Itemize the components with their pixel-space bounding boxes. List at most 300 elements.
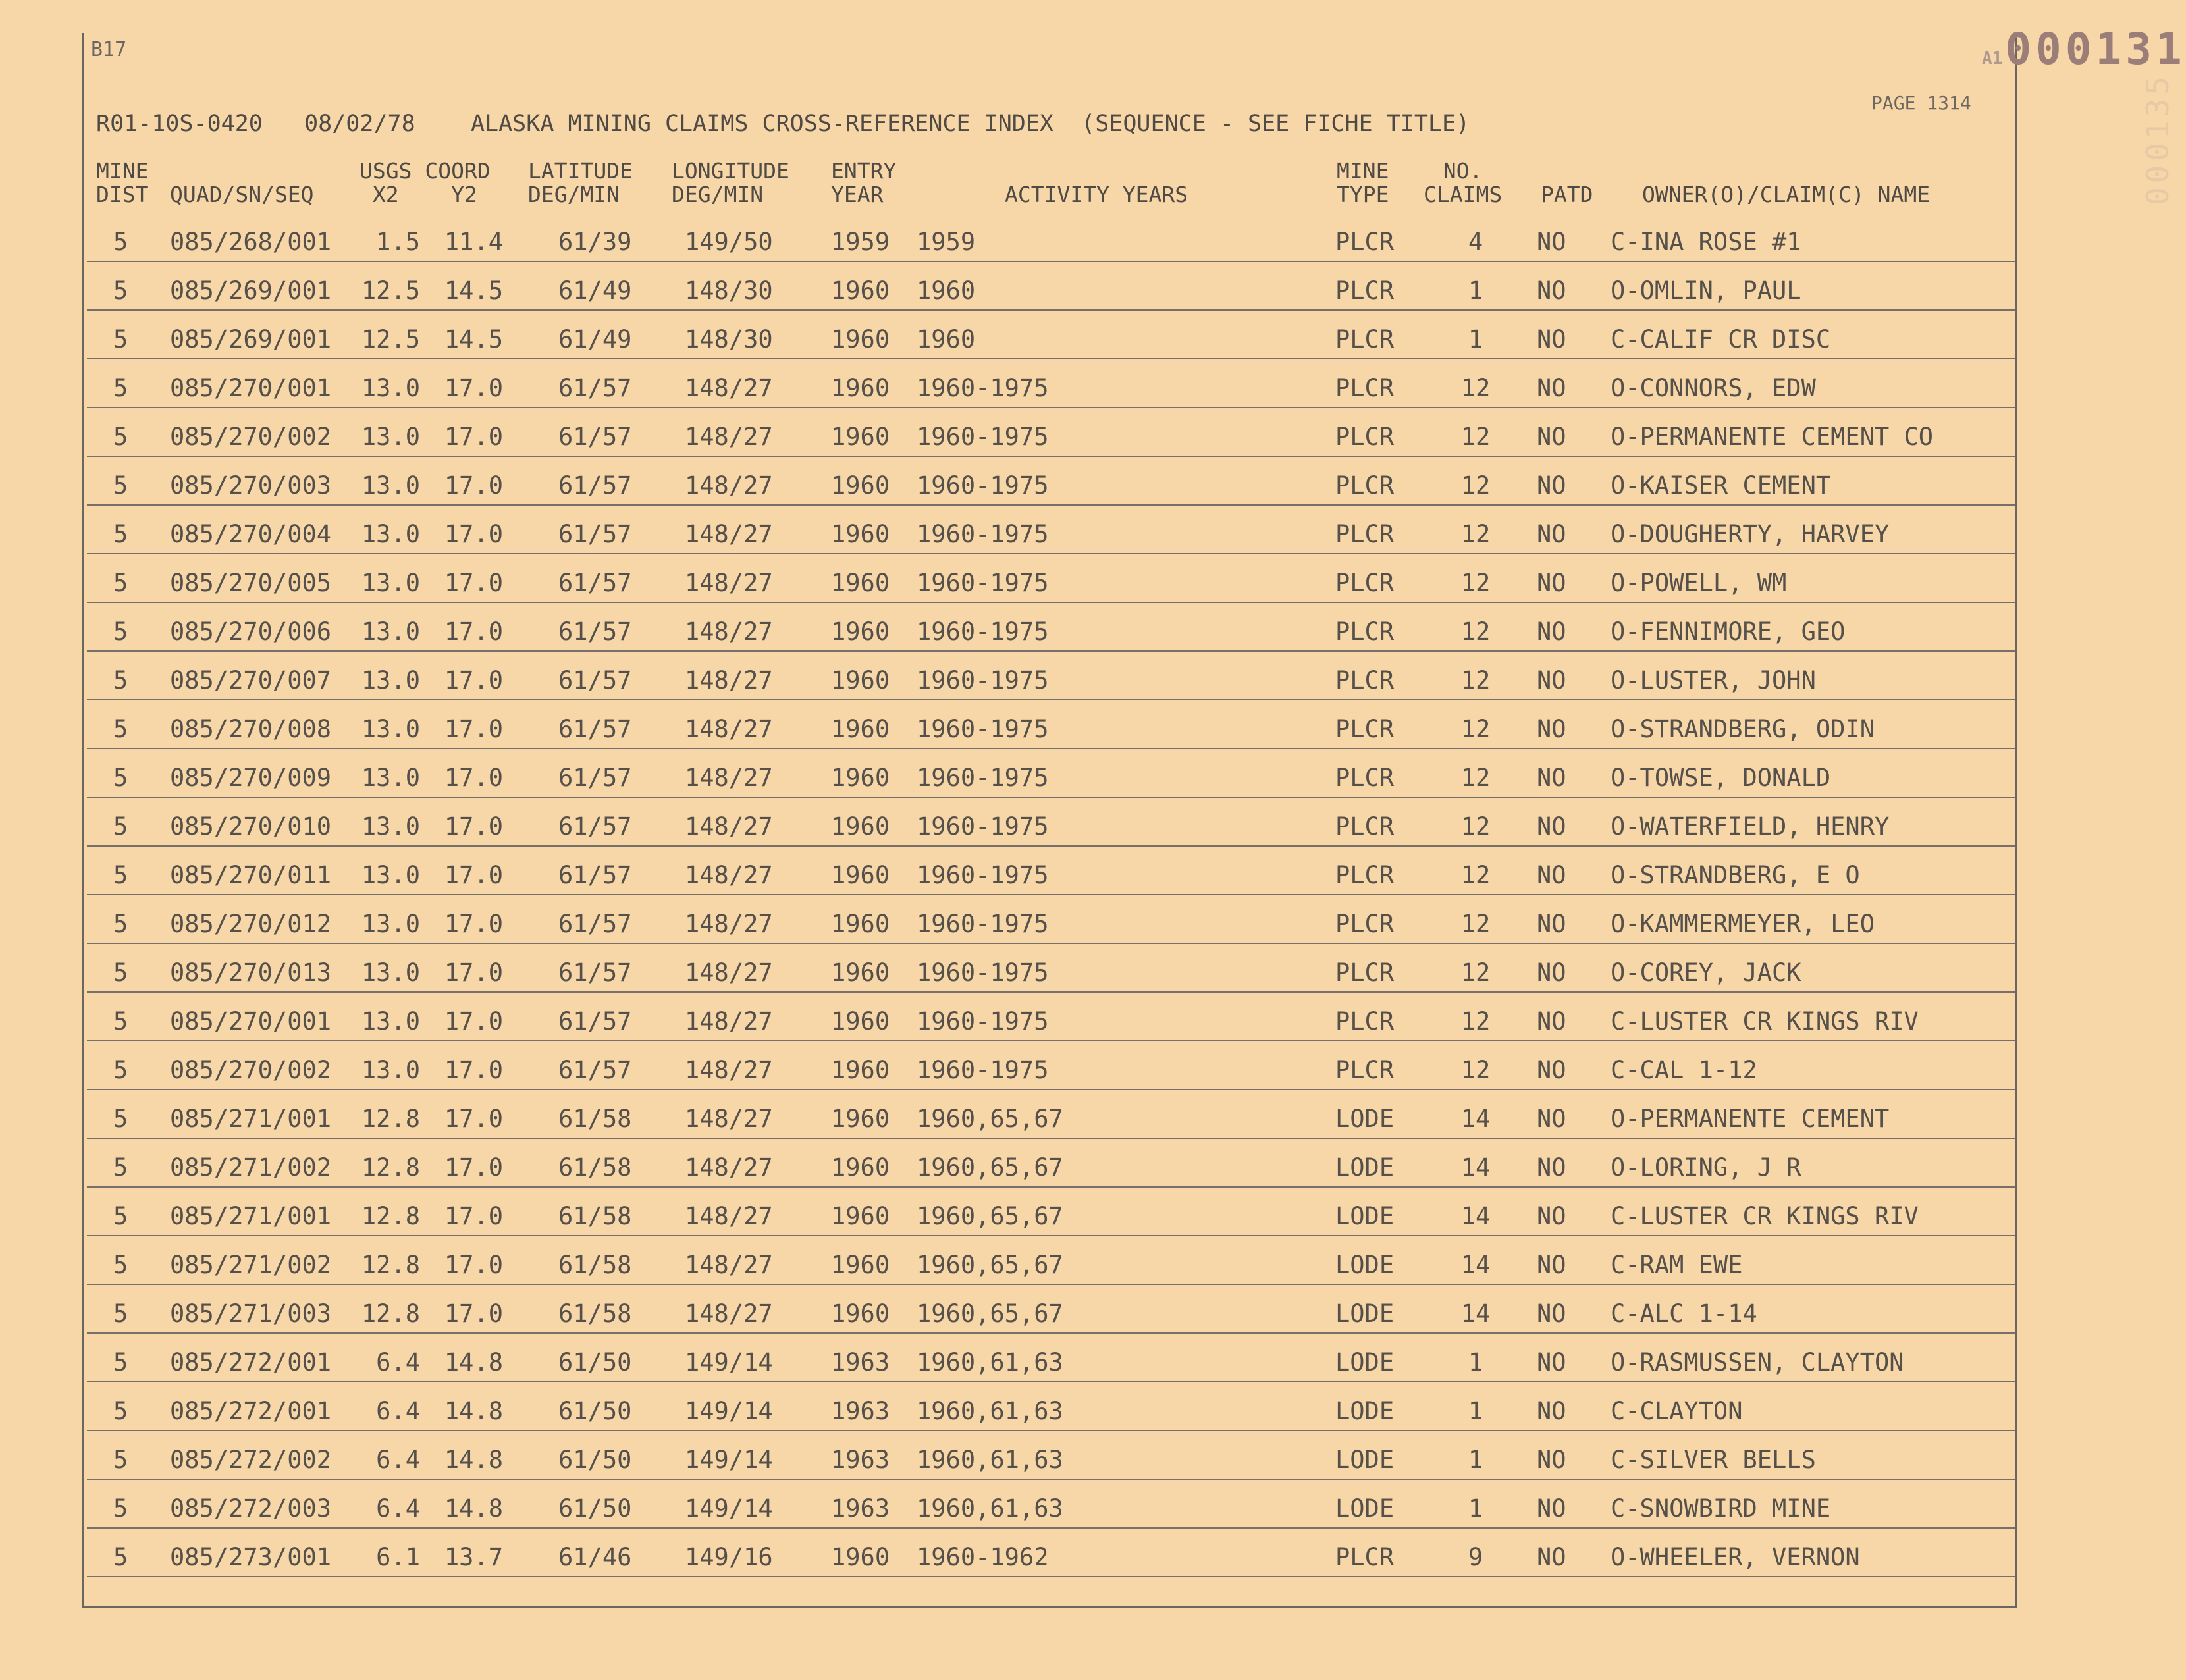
patented-cell: NO — [1537, 471, 1566, 500]
header-no-claims: NO. CLAIMS — [1424, 158, 1503, 207]
quad-cell: 085/270/013 — [170, 958, 332, 987]
table-row — [0, 507, 2186, 556]
header-owner-claim-name: OWNER(O)/CLAIM(C) NAME — [1642, 182, 1931, 207]
owner-claim-name-cell: O-CONNORS, EDW — [1611, 374, 1816, 402]
mine-type-cell: LODE — [1335, 1348, 1395, 1377]
entry-year-cell: 1963 — [831, 1446, 890, 1474]
activity-years-cell: 1960-1975 — [917, 471, 1049, 500]
row-rule — [87, 797, 2015, 798]
mine-dist-cell: 5 — [113, 325, 128, 354]
quad-cell: 085/269/001 — [170, 325, 332, 354]
header-activity-years: ACTIVITY YEARS — [1005, 182, 1188, 207]
stamp-prefix: A1 — [1982, 49, 2003, 68]
row-rule — [87, 358, 2015, 359]
entry-year-cell: 1963 — [831, 1348, 890, 1377]
latitude-cell: 61/39 — [558, 228, 632, 256]
activity-years-cell: 1960,61,63 — [917, 1494, 1063, 1523]
mine-dist-cell: 5 — [113, 1202, 128, 1230]
longitude-cell: 148/27 — [685, 910, 773, 938]
quad-cell: 085/270/001 — [170, 1007, 332, 1036]
entry-year-cell: 1960 — [831, 1056, 890, 1084]
quad-cell: 085/270/002 — [170, 1056, 332, 1084]
entry-year-cell: 1960 — [831, 520, 890, 548]
quad-cell: 085/268/001 — [170, 228, 332, 256]
owner-claim-name-cell: O-STRANDBERG, E O — [1611, 861, 1860, 889]
latitude-cell: 61/58 — [558, 1251, 632, 1279]
entry-year-cell: 1963 — [831, 1397, 890, 1425]
column-headers — [0, 159, 2186, 215]
latitude-cell: 61/57 — [558, 958, 632, 987]
patented-cell: NO — [1537, 1105, 1566, 1133]
patented-cell: NO — [1537, 1153, 1566, 1182]
activity-years-cell: 1960,65,67 — [917, 1251, 1063, 1279]
mine-type-cell: PLCR — [1335, 325, 1395, 354]
activity-years-cell: 1960,61,63 — [917, 1348, 1063, 1377]
row-rule — [87, 602, 2015, 603]
usgs-y2-cell: 17.0 — [444, 666, 503, 695]
no-claims-cell: 12 — [1460, 1007, 1491, 1036]
usgs-y2-cell: 14.8 — [444, 1446, 503, 1474]
mine-type-cell: PLCR — [1335, 666, 1395, 695]
report-sequence: (SEQUENCE - SEE FICHE TITLE) — [1081, 111, 1470, 137]
mine-type-cell: PLCR — [1335, 471, 1395, 500]
owner-claim-name-cell: C-CLAYTON — [1611, 1397, 1743, 1425]
mine-type-cell: PLCR — [1335, 569, 1395, 597]
latitude-cell: 61/57 — [558, 861, 632, 889]
usgs-x2-cell: 13.0 — [361, 812, 420, 841]
mine-type-cell: PLCR — [1335, 861, 1395, 889]
header-quad: QUAD/SN/SEQ — [170, 182, 314, 207]
mine-type-cell: PLCR — [1335, 374, 1395, 402]
page-number: PAGE 1314 — [1871, 92, 1971, 114]
patented-cell: NO — [1537, 1494, 1566, 1523]
longitude-cell: 148/27 — [685, 1105, 773, 1133]
activity-years-cell: 1960-1975 — [917, 958, 1049, 987]
row-rule — [87, 1284, 2015, 1285]
activity-years-cell: 1960-1975 — [917, 861, 1049, 889]
entry-year-cell: 1960 — [831, 617, 890, 646]
mine-type-cell: LODE — [1335, 1446, 1395, 1474]
longitude-cell: 148/27 — [685, 715, 773, 743]
mine-type-cell: PLCR — [1335, 1056, 1395, 1084]
fiche-frame-label: B17 — [91, 38, 127, 61]
latitude-cell: 61/50 — [558, 1446, 632, 1474]
owner-claim-name-cell: O-WATERFIELD, HENRY — [1611, 812, 1890, 841]
longitude-cell: 149/14 — [685, 1494, 773, 1523]
table-row — [0, 556, 2186, 604]
usgs-y2-cell: 17.0 — [444, 374, 503, 402]
mine-type-cell: PLCR — [1335, 764, 1395, 792]
usgs-y2-cell: 17.0 — [444, 812, 503, 841]
latitude-cell: 61/58 — [558, 1202, 632, 1230]
row-rule — [87, 1381, 2015, 1382]
longitude-cell: 148/27 — [685, 812, 773, 841]
quad-cell: 085/272/001 — [170, 1397, 332, 1425]
no-claims-cell: 12 — [1460, 666, 1491, 695]
latitude-cell: 61/46 — [558, 1543, 632, 1571]
activity-years-cell: 1960-1962 — [917, 1543, 1049, 1571]
header-usgs-coord: USGS COORD X2 Y2 — [360, 158, 491, 207]
entry-year-cell: 1960 — [831, 1202, 890, 1230]
mine-dist-cell: 5 — [113, 1251, 128, 1279]
mine-type-cell: PLCR — [1335, 1007, 1395, 1036]
entry-year-cell: 1959 — [831, 228, 890, 256]
row-rule — [87, 1186, 2015, 1188]
longitude-cell: 148/27 — [685, 861, 773, 889]
owner-claim-name-cell: O-PERMANENTE CEMENT CO — [1611, 423, 1934, 451]
quad-cell: 085/270/004 — [170, 520, 332, 548]
patented-cell: NO — [1537, 423, 1566, 451]
longitude-cell: 148/30 — [685, 325, 773, 354]
activity-years-cell: 1960,65,67 — [917, 1299, 1063, 1328]
mine-type-cell: LODE — [1335, 1494, 1395, 1523]
owner-claim-name-cell: O-PERMANENTE CEMENT — [1611, 1105, 1890, 1133]
activity-years-cell: 1960,65,67 — [917, 1202, 1063, 1230]
longitude-cell: 148/27 — [685, 423, 773, 451]
no-claims-cell: 12 — [1460, 910, 1491, 938]
no-claims-cell: 1 — [1468, 276, 1483, 305]
report-date: 08/02/78 — [304, 111, 415, 137]
usgs-y2-cell: 14.5 — [444, 325, 503, 354]
entry-year-cell: 1963 — [831, 1494, 890, 1523]
no-claims-cell: 14 — [1460, 1251, 1491, 1279]
table-row — [0, 1530, 2186, 1579]
activity-years-cell: 1960-1975 — [917, 1007, 1049, 1036]
latitude-cell: 61/58 — [558, 1299, 632, 1328]
longitude-cell: 148/30 — [685, 276, 773, 305]
no-claims-cell: 1 — [1468, 1348, 1483, 1377]
owner-claim-name-cell: C-LUSTER CR KINGS RIV — [1611, 1202, 1919, 1230]
usgs-y2-cell: 17.0 — [444, 910, 503, 938]
mine-dist-cell: 5 — [113, 1494, 128, 1523]
row-rule — [87, 894, 2015, 895]
quad-cell: 085/272/002 — [170, 1446, 332, 1474]
mine-dist-cell: 5 — [113, 715, 128, 743]
usgs-x2-cell: 12.8 — [361, 1153, 420, 1182]
owner-claim-name-cell: C-ALC 1-14 — [1611, 1299, 1757, 1328]
quad-cell: 085/270/010 — [170, 812, 332, 841]
mine-dist-cell: 5 — [113, 1446, 128, 1474]
usgs-x2-cell: 12.5 — [361, 276, 420, 305]
longitude-cell: 148/27 — [685, 1056, 773, 1084]
entry-year-cell: 1960 — [831, 276, 890, 305]
mine-type-cell: PLCR — [1335, 228, 1395, 256]
latitude-cell: 61/58 — [558, 1105, 632, 1133]
usgs-y2-cell: 17.0 — [444, 1105, 503, 1133]
patented-cell: NO — [1537, 1202, 1566, 1230]
usgs-x2-cell: 13.0 — [361, 374, 420, 402]
owner-claim-name-cell: C-LUSTER CR KINGS RIV — [1611, 1007, 1919, 1036]
latitude-cell: 61/49 — [558, 276, 632, 305]
quad-cell: 085/273/001 — [170, 1543, 332, 1571]
longitude-cell: 148/27 — [685, 569, 773, 597]
latitude-cell: 61/57 — [558, 666, 632, 695]
activity-years-cell: 1960,65,67 — [917, 1105, 1063, 1133]
table-row — [0, 994, 2186, 1043]
usgs-x2-cell: 6.4 — [376, 1494, 420, 1523]
longitude-cell: 148/27 — [685, 666, 773, 695]
table-row — [0, 1091, 2186, 1140]
activity-years-cell: 1960-1975 — [917, 569, 1049, 597]
no-claims-cell: 12 — [1460, 958, 1491, 987]
usgs-y2-cell: 17.0 — [444, 423, 503, 451]
longitude-cell: 148/27 — [685, 520, 773, 548]
no-claims-cell: 12 — [1460, 812, 1491, 841]
owner-claim-name-cell: C-CAL 1-12 — [1611, 1056, 1757, 1084]
activity-years-cell: 1960-1975 — [917, 715, 1049, 743]
mine-dist-cell: 5 — [113, 276, 128, 305]
quad-cell: 085/270/008 — [170, 715, 332, 743]
usgs-y2-cell: 17.0 — [444, 1299, 503, 1328]
mine-dist-cell: 5 — [113, 958, 128, 987]
no-claims-cell: 12 — [1460, 569, 1491, 597]
quad-cell: 085/272/001 — [170, 1348, 332, 1377]
activity-years-cell: 1960-1975 — [917, 666, 1049, 695]
table-row — [0, 799, 2186, 848]
longitude-cell: 148/27 — [685, 958, 773, 987]
owner-claim-name-cell: O-LORING, J R — [1611, 1153, 1801, 1182]
activity-years-cell: 1959 — [917, 228, 976, 256]
activity-years-cell: 1960 — [917, 276, 976, 305]
activity-years-cell: 1960-1975 — [917, 812, 1049, 841]
usgs-y2-cell: 17.0 — [444, 1007, 503, 1036]
row-rule — [87, 1479, 2015, 1480]
longitude-cell: 149/16 — [685, 1543, 773, 1571]
mine-type-cell: LODE — [1335, 1299, 1395, 1328]
table-row — [0, 312, 2186, 361]
no-claims-cell: 12 — [1460, 715, 1491, 743]
usgs-x2-cell: 13.0 — [361, 910, 420, 938]
quad-cell: 085/270/011 — [170, 861, 332, 889]
owner-claim-name-cell: C-CALIF CR DISC — [1611, 325, 1831, 354]
entry-year-cell: 1960 — [831, 812, 890, 841]
table-row — [0, 361, 2186, 409]
table-row — [0, 1043, 2186, 1091]
entry-year-cell: 1960 — [831, 374, 890, 402]
quad-cell: 085/272/003 — [170, 1494, 332, 1523]
quad-cell: 085/271/003 — [170, 1299, 332, 1328]
longitude-cell: 149/50 — [685, 228, 773, 256]
usgs-y2-cell: 17.0 — [444, 861, 503, 889]
usgs-y2-cell: 17.0 — [444, 764, 503, 792]
usgs-y2-cell: 14.8 — [444, 1397, 503, 1425]
usgs-x2-cell: 6.4 — [376, 1397, 420, 1425]
no-claims-cell: 1 — [1468, 1446, 1483, 1474]
patented-cell: NO — [1537, 520, 1566, 548]
longitude-cell: 148/27 — [685, 1153, 773, 1182]
usgs-x2-cell: 1.5 — [376, 228, 420, 256]
usgs-x2-cell: 6.1 — [376, 1543, 420, 1571]
table-row — [0, 1384, 2186, 1432]
owner-claim-name-cell: C-INA ROSE #1 — [1611, 228, 1801, 256]
row-rule — [87, 699, 2015, 700]
usgs-x2-cell: 13.0 — [361, 423, 420, 451]
report-title-line — [96, 111, 1470, 137]
patented-cell: NO — [1537, 1299, 1566, 1328]
usgs-x2-cell: 13.0 — [361, 1056, 420, 1084]
longitude-cell: 148/27 — [685, 617, 773, 646]
usgs-y2-cell: 14.8 — [444, 1494, 503, 1523]
usgs-x2-cell: 6.4 — [376, 1348, 420, 1377]
header-entry-year: ENTRY YEAR — [831, 158, 897, 207]
report-title: ALASKA MINING CLAIMS CROSS-REFERENCE INDEX — [470, 111, 1053, 137]
latitude-cell: 61/57 — [558, 812, 632, 841]
table-row — [0, 848, 2186, 897]
activity-years-cell: 1960,61,63 — [917, 1397, 1063, 1425]
usgs-y2-cell: 17.0 — [444, 1056, 503, 1084]
entry-year-cell: 1960 — [831, 764, 890, 792]
usgs-x2-cell: 13.0 — [361, 1007, 420, 1036]
latitude-cell: 61/57 — [558, 423, 632, 451]
no-claims-cell: 12 — [1460, 374, 1491, 402]
patented-cell: NO — [1537, 1251, 1566, 1279]
no-claims-cell: 14 — [1460, 1153, 1491, 1182]
usgs-x2-cell: 13.0 — [361, 520, 420, 548]
mine-type-cell: PLCR — [1335, 812, 1395, 841]
entry-year-cell: 1960 — [831, 423, 890, 451]
latitude-cell: 61/49 — [558, 325, 632, 354]
no-claims-cell: 12 — [1460, 1056, 1491, 1084]
quad-cell: 085/270/005 — [170, 569, 332, 597]
entry-year-cell: 1960 — [831, 1153, 890, 1182]
usgs-y2-cell: 17.0 — [444, 958, 503, 987]
row-rule — [87, 991, 2015, 993]
quad-cell: 085/271/001 — [170, 1105, 332, 1133]
mine-dist-cell: 5 — [113, 1543, 128, 1571]
quad-cell: 085/271/002 — [170, 1251, 332, 1279]
no-claims-cell: 12 — [1460, 520, 1491, 548]
table-row — [0, 653, 2186, 702]
usgs-y2-cell: 17.0 — [444, 1202, 503, 1230]
row-rule — [87, 1332, 2015, 1334]
patented-cell: NO — [1537, 1397, 1566, 1425]
usgs-y2-cell: 14.8 — [444, 1348, 503, 1377]
side-stamp-number: 000135 — [2140, 72, 2175, 206]
usgs-x2-cell: 13.0 — [361, 715, 420, 743]
latitude-cell: 61/57 — [558, 764, 632, 792]
header-patented: PATD — [1541, 182, 1593, 207]
longitude-cell: 149/14 — [685, 1397, 773, 1425]
longitude-cell: 149/14 — [685, 1348, 773, 1377]
report-id: R01-10S-0420 — [96, 111, 263, 137]
mine-dist-cell: 5 — [113, 1348, 128, 1377]
table-row — [0, 945, 2186, 994]
longitude-cell: 148/27 — [685, 374, 773, 402]
entry-year-cell: 1960 — [831, 1007, 890, 1036]
row-rule — [87, 650, 2015, 652]
patented-cell: NO — [1537, 569, 1566, 597]
table-row — [0, 702, 2186, 750]
usgs-x2-cell: 13.0 — [361, 764, 420, 792]
owner-claim-name-cell: O-COREY, JACK — [1611, 958, 1801, 987]
mine-dist-cell: 5 — [113, 910, 128, 938]
entry-year-cell: 1960 — [831, 958, 890, 987]
patented-cell: NO — [1537, 1007, 1566, 1036]
no-claims-cell: 1 — [1468, 1494, 1483, 1523]
longitude-cell: 148/27 — [685, 471, 773, 500]
row-rule — [87, 504, 2015, 506]
patented-cell: NO — [1537, 958, 1566, 987]
table-row — [0, 1286, 2186, 1335]
owner-claim-name-cell: O-KAMMERMEYER, LEO — [1611, 910, 1875, 938]
no-claims-cell: 1 — [1468, 325, 1483, 354]
usgs-x2-cell: 13.0 — [361, 861, 420, 889]
latitude-cell: 61/57 — [558, 1056, 632, 1084]
mine-type-cell: LODE — [1335, 1202, 1395, 1230]
mine-dist-cell: 5 — [113, 569, 128, 597]
activity-years-cell: 1960-1975 — [917, 423, 1049, 451]
usgs-x2-cell: 12.8 — [361, 1105, 420, 1133]
activity-years-cell: 1960-1975 — [917, 617, 1049, 646]
entry-year-cell: 1960 — [831, 1299, 890, 1328]
row-rule — [87, 845, 2015, 847]
usgs-y2-cell: 13.7 — [444, 1543, 503, 1571]
quad-cell: 085/270/001 — [170, 374, 332, 402]
usgs-y2-cell: 17.0 — [444, 1153, 503, 1182]
patented-cell: NO — [1537, 617, 1566, 646]
usgs-y2-cell: 17.0 — [444, 715, 503, 743]
entry-year-cell: 1960 — [831, 1251, 890, 1279]
usgs-y2-cell: 17.0 — [444, 471, 503, 500]
document-stamp-number — [1982, 24, 2186, 74]
mine-dist-cell: 5 — [113, 1105, 128, 1133]
mine-type-cell: LODE — [1335, 1251, 1395, 1279]
patented-cell: NO — [1537, 228, 1566, 256]
patented-cell: NO — [1537, 715, 1566, 743]
patented-cell: NO — [1537, 666, 1566, 695]
table-row — [0, 1140, 2186, 1189]
row-rule — [87, 1089, 2015, 1090]
mine-dist-cell: 5 — [113, 764, 128, 792]
mine-dist-cell: 5 — [113, 1153, 128, 1182]
usgs-x2-cell: 13.0 — [361, 569, 420, 597]
no-claims-cell: 12 — [1460, 617, 1491, 646]
usgs-y2-cell: 17.0 — [444, 569, 503, 597]
owner-claim-name-cell: O-KAISER CEMENT — [1611, 471, 1831, 500]
no-claims-cell: 12 — [1460, 764, 1491, 792]
stamp-digits: 000131 — [2005, 24, 2186, 74]
mine-type-cell: PLCR — [1335, 276, 1395, 305]
usgs-y2-cell: 17.0 — [444, 1251, 503, 1279]
mine-dist-cell: 5 — [113, 666, 128, 695]
quad-cell: 085/270/007 — [170, 666, 332, 695]
no-claims-cell: 12 — [1460, 471, 1491, 500]
table-row — [0, 604, 2186, 653]
entry-year-cell: 1960 — [831, 325, 890, 354]
no-claims-cell: 14 — [1460, 1202, 1491, 1230]
mine-dist-cell: 5 — [113, 1299, 128, 1328]
row-rule — [87, 1430, 2015, 1431]
owner-claim-name-cell: O-DOUGHERTY, HARVEY — [1611, 520, 1890, 548]
mine-dist-cell: 5 — [113, 228, 128, 256]
activity-years-cell: 1960,65,67 — [917, 1153, 1063, 1182]
quad-cell: 085/271/001 — [170, 1202, 332, 1230]
longitude-cell: 148/27 — [685, 1251, 773, 1279]
patented-cell: NO — [1537, 1446, 1566, 1474]
row-rule — [87, 748, 2015, 749]
mine-type-cell: PLCR — [1335, 910, 1395, 938]
entry-year-cell: 1960 — [831, 910, 890, 938]
owner-claim-name-cell: O-LUSTER, JOHN — [1611, 666, 1816, 695]
table-row — [0, 1238, 2186, 1286]
header-mine-type: MINE TYPE — [1337, 158, 1389, 207]
row-rule — [87, 1576, 2015, 1577]
usgs-y2-cell: 11.4 — [444, 228, 503, 256]
mine-dist-cell: 5 — [113, 861, 128, 889]
mine-type-cell: LODE — [1335, 1397, 1395, 1425]
mine-type-cell: LODE — [1335, 1153, 1395, 1182]
table-row — [0, 458, 2186, 507]
